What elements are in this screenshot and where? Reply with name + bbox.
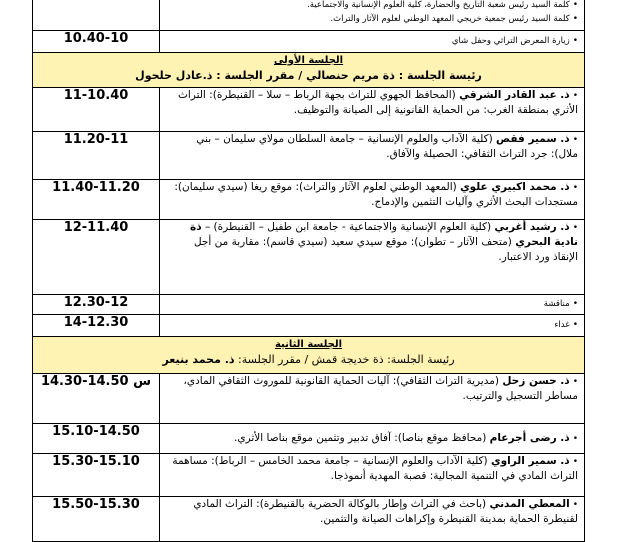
bullet-icon: • bbox=[572, 500, 578, 510]
session-rapporteur: ذ. محمد بنيعر bbox=[162, 353, 235, 366]
row-content bbox=[160, 31, 585, 53]
row-time: 10.40-10 bbox=[33, 31, 160, 53]
speaker-name: ذ. سمير الراوي bbox=[490, 455, 570, 467]
row-time bbox=[33, 0, 160, 31]
talk-title: (باحث في التراث وإطار بالوكالة الحضرية بالقنيطرة): التراث المادي لقنيطرة الحماية بمدينة القنيطرة وإكراهات الصيانة والتثمين. bbox=[193, 498, 578, 526]
session-chair: رئيسة الجلسة: ذة خديجة قمش / مقرر الجلسة: bbox=[234, 353, 455, 366]
opening-speech: كلمة السيد رئيس شعبة التاريخ والحضارة، كلية العلوم الإنسانية والاجتماعية. bbox=[307, 0, 570, 10]
row-time: 15.10-14.50 bbox=[33, 424, 160, 454]
row-content bbox=[160, 132, 585, 180]
speaker-name: ذ. حسن زحل bbox=[502, 375, 570, 387]
bullet-icon: • bbox=[572, 377, 578, 387]
program-row bbox=[33, 0, 585, 31]
program-row bbox=[33, 454, 585, 497]
program-row bbox=[33, 88, 585, 132]
row-content bbox=[160, 88, 585, 132]
program-row bbox=[33, 31, 585, 53]
speaker-name: ذ. عبد القادر الشرقي bbox=[459, 89, 570, 101]
program-row bbox=[33, 132, 585, 180]
program-row bbox=[33, 315, 585, 337]
program-table bbox=[32, 0, 585, 542]
speaker-name: ذ. رضى أجرعام bbox=[489, 431, 570, 444]
program-row bbox=[33, 424, 585, 454]
row-time: س 14.50-14.30 bbox=[33, 374, 160, 424]
speaker-name: ذ. سمير فقص bbox=[496, 133, 570, 145]
talk-title: (المحافظ الجهوي للتراث بجهة الرباط – سلا – القنيطرة): التراث الأثري بمنطقة الغرب: من الحماية القانونية إلى الصيانة والتوظيف. bbox=[177, 89, 578, 117]
bullet-icon: • bbox=[572, 13, 578, 24]
talk-title: (متحف الآثار – تطوان): موقع سيدي سعيد (سيدي قاسم): مقاربة من أجل الإنقاذ ورد الاعتبار. bbox=[193, 236, 578, 264]
speaker-name: ذ. رشيد أغربي bbox=[494, 221, 570, 233]
row-text: زيارة المعرض التراثي وحفل شاي bbox=[451, 35, 570, 46]
program-row bbox=[33, 374, 585, 424]
talk-title: (كلية الآداب والعلوم الإنسانية – جامعة محمد الخامس – الرباط): مساهمة التراث المادي في التنمية المجالية: قصبة المهدية أنموذجا. bbox=[172, 455, 578, 483]
row-content bbox=[160, 180, 585, 220]
session-header-row bbox=[33, 53, 585, 88]
row-time: 15.50-15.30 bbox=[33, 497, 160, 542]
bullet-icon: • bbox=[572, 457, 578, 467]
speaker-name: المعطي المدني bbox=[489, 498, 570, 510]
session-header-row bbox=[33, 337, 585, 374]
row-time: 15.30-15.10 bbox=[33, 454, 160, 497]
program-row bbox=[33, 295, 585, 315]
session-header bbox=[33, 337, 585, 374]
bullet-icon: • bbox=[572, 0, 578, 10]
bullet-icon: • bbox=[572, 91, 578, 101]
row-time: 11.20-11 bbox=[33, 132, 160, 180]
program-row bbox=[33, 180, 585, 220]
row-content bbox=[160, 454, 585, 497]
row-content bbox=[160, 315, 585, 337]
bullet-icon: • bbox=[572, 183, 578, 193]
talk-title: (مديرية التراث الثقافي): آليات الحماية القانونية للموروث الثقافي المادي، مساطر التسجيل والترتيب. bbox=[183, 375, 578, 403]
session-chair: رئيسة الجلسة : ذة مريم حنصالي / مقرر الجلسة : ذ.عادل حلحول bbox=[135, 69, 482, 82]
speaker-name: ذ. محمد اكبيري علوي bbox=[460, 181, 570, 193]
bullet-icon: • bbox=[572, 298, 578, 309]
row-text: مناقشة bbox=[543, 298, 570, 309]
row-text: غداء bbox=[554, 319, 570, 330]
bullet-icon: • bbox=[572, 35, 578, 46]
opening-speech: كلمة السيد رئيس جمعية خريجي المعهد الوطني لعلوم الآثار والتراث. bbox=[330, 13, 570, 24]
row-content bbox=[160, 295, 585, 315]
row-time: 11-10.40 bbox=[33, 88, 160, 132]
row-content bbox=[160, 374, 585, 424]
row-content bbox=[160, 424, 585, 454]
talk-title: (المعهد الوطني لعلوم الآثار والتراث): موقع ريغا (سيدي سليمان): مستجدات البحث الأثري وآليات التثمين والإدماج. bbox=[174, 181, 578, 209]
row-time: 12.30-12 bbox=[33, 295, 160, 315]
program-row bbox=[33, 497, 585, 542]
bullet-icon: • bbox=[572, 319, 578, 330]
bullet-icon: • bbox=[572, 135, 578, 145]
session-title: الجلسة الثانية bbox=[274, 339, 343, 350]
row-content bbox=[160, 497, 585, 542]
program-row bbox=[33, 220, 585, 295]
speaker-affiliation: (كلية العلوم الإنسانية والاجتماعية - جامعة ابن طفيل – القنيطرة) – bbox=[201, 221, 495, 233]
row-time: 12-11.40 bbox=[33, 220, 160, 295]
row-time: 11.40-11.20 bbox=[33, 180, 160, 220]
speaker-name: ذة نادية البحري bbox=[190, 221, 578, 249]
bullet-icon: • bbox=[572, 223, 578, 233]
row-content bbox=[160, 0, 585, 31]
row-time: 14-12.30 bbox=[33, 315, 160, 337]
talk-title: (محافظ موقع بناصا): آفاق تدبير وتثمين موقع بناصا الأثري. bbox=[234, 431, 490, 444]
session-title: الجلسة الأولى bbox=[273, 55, 344, 66]
session-header bbox=[33, 53, 585, 88]
row-content bbox=[160, 220, 585, 295]
bullet-icon: • bbox=[572, 433, 578, 444]
talk-title: (كلية الآداب والعلوم الإنسانية – جامعة السلطان مولاي سليمان – بني ملال): جرد التراث الثقافي: الحصيلة والآفاق. bbox=[196, 133, 578, 161]
